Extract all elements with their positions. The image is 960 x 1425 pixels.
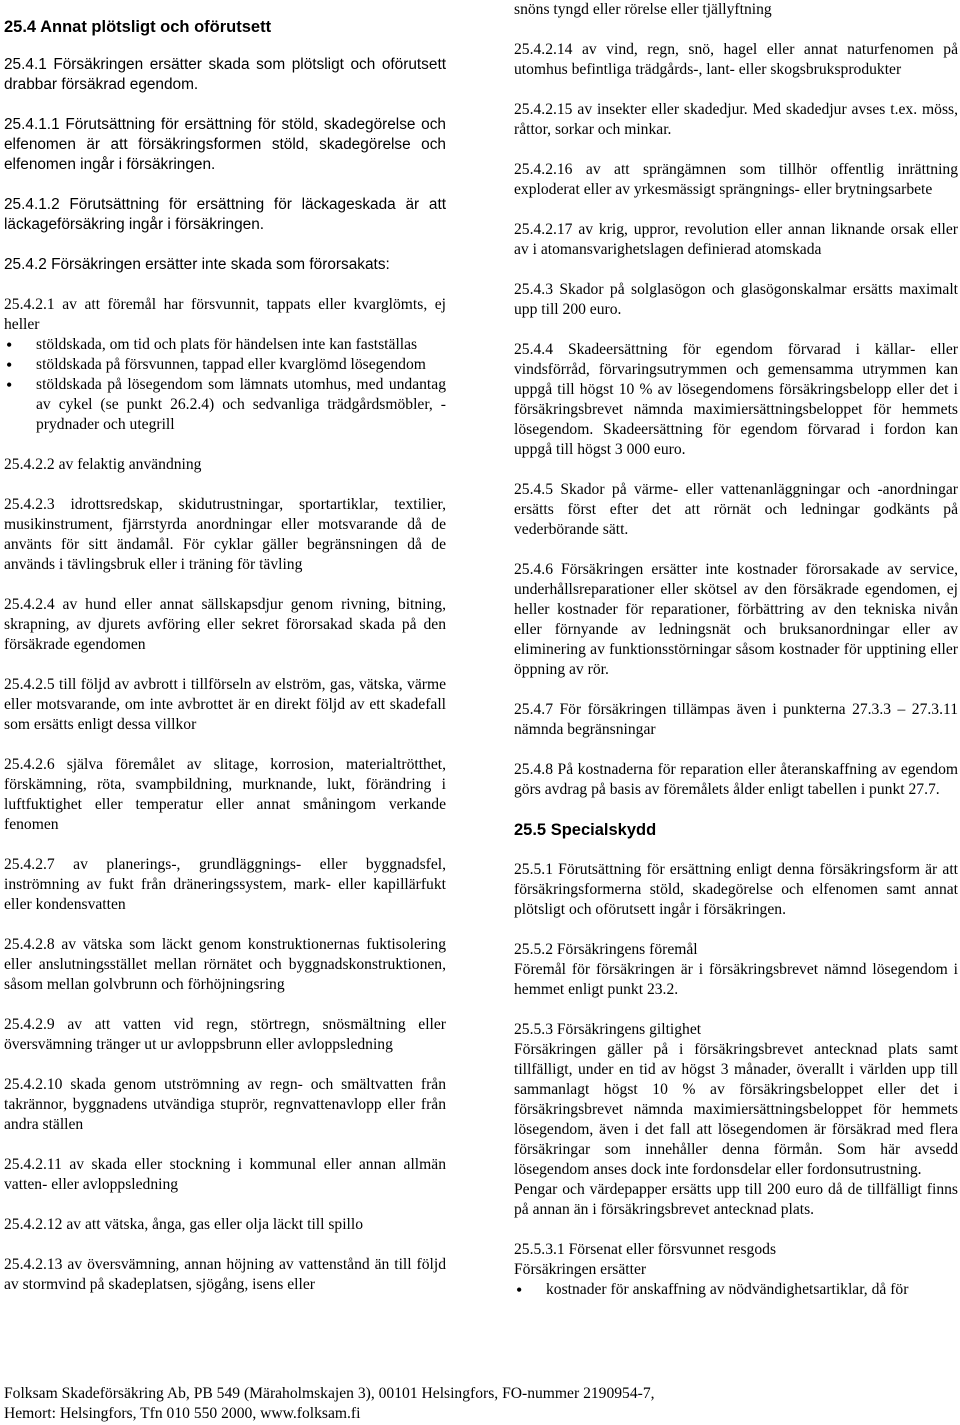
section-heading-25-4: 25.4 Annat plötsligt och oförutsett bbox=[4, 18, 272, 36]
paragraph-25-4-2-14: 25.4.2.14 av vind, regn, snö, hagel eller annat naturfenomen på utomhus befintliga trädgårds-, lant- eller skogsbruksprodukter bbox=[514, 41, 958, 78]
subheading-25-5-3-1: 25.5.3.1 Försenat eller försvunnet resgods bbox=[514, 1241, 777, 1258]
paragraph-25-4-2-16: 25.4.2.16 av att sprängämnen som tillhör offentlig inrättning exploderat eller av yrkesmässigt sprängnings- eller brytningsarbete bbox=[514, 161, 958, 198]
paragraph-25-4-2-9: 25.4.2.9 av att vatten vid regn, störtregn, snösmältning eller översvämning tränger ut ur avloppsbrunn eller avloppsledning bbox=[4, 1016, 446, 1053]
paragraph-25-4-2-3: 25.4.2.3 idrottsredskap, skidutrustningar, sportartiklar, textilier, musikinstrument, fjärrstyrda anordningar eller motsvarande då de använts för sitt ändamål. För cyklar gäller begränsningen då de används i tävlingsbruk eller i träning för tävling bbox=[4, 496, 446, 573]
paragraph-25-4-1: 25.4.1 Försäkringen ersätter skada som plötsligt och oförutsett drabbar försäkrad egendom. bbox=[4, 56, 446, 93]
paragraph-25-4-2-4: 25.4.2.4 av hund eller annat sällskapsdjur genom rivning, bitning, skrapning, av djurets avföring eller sekret förorsakad skada på den försäkrade egendomen bbox=[4, 596, 446, 653]
paragraph-25-4-2-10: 25.4.2.10 skada genom utströmning av regn- och smältvatten från takrännor, byggnadens utvändiga stuprör, regnvattenavlopp eller från andra ställen bbox=[4, 1076, 446, 1133]
left-column bbox=[4, 0, 446, 1315]
paragraph-25-4-6: 25.4.6 Försäkringen ersätter inte kostnader förorsakade av service, underhållsreparationer eller skötsel av den försäkrade egendomen, ej heller kostnader för reparationer, förbättring av den tekniska nivån eller förnyande av ledningsnät och bruksanordningar eller av eliminering av funktionsstörningar såsom kostnader för upptining eller öppning av rör. bbox=[514, 561, 958, 678]
exclusion-list bbox=[4, 335, 446, 435]
paragraph-continued: snöns tyngd eller rörelse eller tjällyftning bbox=[514, 1, 772, 18]
subheading-25-5-3: 25.5.3 Försäkringens giltighet bbox=[514, 1021, 702, 1038]
paragraph-25-5-3: Försäkringen gäller på i försäkringsbrevet antecknad plats samt tillfälligt, under en tid av högst 3 månader, överallt i världen upp till sammanlagt högst 10 % av försäkringsbeloppet eller det i försäkringsbrevet nämnda maximiersättningsbeloppet för hemmets lösegendom, även i det fall att lösegendomen är försäkrad med flera försäkringar som innehåller denna förmån. Som här avsedd lösegendom anses dock inte fordonsdelar eller fordonsutrustning. bbox=[514, 1041, 958, 1178]
paragraph-25-4-2: 25.4.2 Försäkringen ersätter inte skada som förorsakats: bbox=[4, 256, 390, 273]
paragraph-25-4-8: 25.4.8 På kostnaderna för reparation eller återanskaffning av egendom görs avdrag på basis av föremålets ålder enligt tabellen i punkt 27.7. bbox=[514, 761, 958, 798]
paragraph-25-5-2: Föremål för försäkringen är i försäkringsbrevet nämnd lösegendom i hemmet enligt punkt 23.2. bbox=[514, 961, 958, 998]
subheading-25-5-2: 25.5.2 Försäkringens föremål bbox=[514, 941, 698, 958]
footer-company-line: Folksam Skadeförsäkring Ab, PB 549 (Märaholmskajen 3), 00101 Helsingfors, FO-nummer 2190954-7, bbox=[4, 1385, 655, 1402]
paragraph-25-4-2-5: 25.4.2.5 till följd av avbrott i tillförseln av elström, gas, vätska, värme eller motsvarande, om inte avbrottet är en direkt följd av ett skadefall som ersätts enligt dessa villkor bbox=[4, 676, 446, 733]
paragraph-25-5-3-1: Försäkringen ersätter bbox=[514, 1261, 647, 1278]
paragraph-25-4-2-12: 25.4.2.12 av att vätska, ånga, gas eller olja läckt till spillo bbox=[4, 1216, 363, 1233]
coverage-list bbox=[514, 1280, 958, 1300]
list-item: • stöldskada på lösegendom som lämnats utomhus, med undantag av cykel (se punkt 26.2.4) och sedvanliga trädgårdsmöbler, -prydnader och utegrill bbox=[4, 375, 446, 435]
paragraph-25-5-1: 25.5.1 Förutsättning för ersättning enligt denna försäkringsform är att försäkringsformerna stöld, skadegörelse och elfenomen samt annat plötsligt och oförutsett ingår i försäkringen. bbox=[514, 861, 958, 918]
paragraph-25-4-2-11: 25.4.2.11 av skada eller stockning i kommunal eller annan allmän vatten- eller avloppsledning bbox=[4, 1156, 446, 1193]
paragraph-25-4-1-1: 25.4.1.1 Förutsättning för ersättning för stöld, skadegörelse och elfenomen är att försäkringsformen stöld, skadegörelse och elfenomen ingår i försäkringen. bbox=[4, 116, 446, 173]
paragraph-25-4-2-15: 25.4.2.15 av insekter eller skadedjur. Med skadedjur avses t.ex. möss, råttor, sorkar och minkar. bbox=[514, 101, 958, 138]
paragraph-25-5-3-money: Pengar och värdepapper ersätts upp till 200 euro då de tillfälligt finns på annan än i försäkringsbrevet antecknad plats. bbox=[514, 1181, 958, 1218]
paragraph-25-4-2-13: 25.4.2.13 av översvämning, annan höjning av vattenstånd än till följd av stormvind på skadeplatsen, sjögång, isens eller bbox=[4, 1256, 446, 1293]
paragraph-25-4-7: 25.4.7 För försäkringen tillämpas även i punkterna 27.3.3 – 27.3.11 nämnda begränsningar bbox=[514, 701, 958, 738]
right-column bbox=[514, 0, 958, 1300]
paragraph-25-4-2-2: 25.4.2.2 av felaktig användning bbox=[4, 456, 202, 473]
paragraph-25-4-2-8: 25.4.2.8 av vätska som läckt genom konstruktionernas fuktisolering eller anslutningsstället mellan rörnätet och byggnadskonstruktionen, såsom mellan golvbrunn och förhöjningsring bbox=[4, 936, 446, 993]
footer-contact-line: Hemort: Helsingfors, Tfn 010 550 2000, www.folksam.fi bbox=[4, 1405, 361, 1422]
section-heading-25-5: 25.5 Specialskydd bbox=[514, 821, 657, 839]
paragraph-25-4-1-2: 25.4.1.2 Förutsättning för ersättning för läckageskada är att läckageförsäkring ingår i försäkringen. bbox=[4, 196, 446, 233]
list-item: • stöldskada, om tid och plats för händelsen inte kan fastställas bbox=[4, 335, 446, 355]
paragraph-25-4-2-1: 25.4.2.1 av att föremål har försvunnit, tappats eller kvarglömts, ej heller bbox=[4, 296, 446, 333]
list-item: • kostnader för anskaffning av nödvändighetsartiklar, då för bbox=[514, 1280, 958, 1300]
paragraph-25-4-4: 25.4.4 Skadeersättning för egendom förvarad i källar- eller vindsförråd, förvaringsutrymmen och gemensamma utrymmen kan uppgå till högst 10 % av lösegendomens försäkringsbelopp eller det i försäkringsbrevet nämnda maximiersättningsbeloppet för hemmets lösegendom. Skadeersättning för egendom förvarad i fordon kan uppgå till högst 3 000 euro. bbox=[514, 341, 958, 458]
list-item: • stöldskada på försvunnen, tappad eller kvarglömd lösegendom bbox=[4, 355, 446, 375]
paragraph-25-4-3: 25.4.3 Skador på solglasögon och glasögonskalmar ersätts maximalt upp till 200 euro. bbox=[514, 281, 958, 318]
paragraph-25-4-5: 25.4.5 Skador på värme- eller vattenanläggningar och -anordningar ersätts först efter det att rörnät och ledningar godkänts på vederbörande sätt. bbox=[514, 481, 958, 538]
paragraph-25-4-2-7: 25.4.2.7 av planerings-, grundläggnings- eller byggnadsfel, inströmning av fukt från dräneringssystem, mark- eller kapillärfukt eller kondensvatten bbox=[4, 856, 446, 913]
paragraph-25-4-2-6: 25.4.2.6 själva föremålet av slitage, korrosion, materialtrötthet, förskämning, röta, svampbildning, murknande, lukt, förändring i luftfuktighet eller temperatur eller annat småningom verkande fenomen bbox=[4, 756, 446, 833]
paragraph-25-4-2-17: 25.4.2.17 av krig, uppror, revolution eller annan liknande orsak eller av i atomansvarighetslagen definierad atomskada bbox=[514, 221, 958, 258]
page-footer bbox=[4, 1384, 954, 1424]
